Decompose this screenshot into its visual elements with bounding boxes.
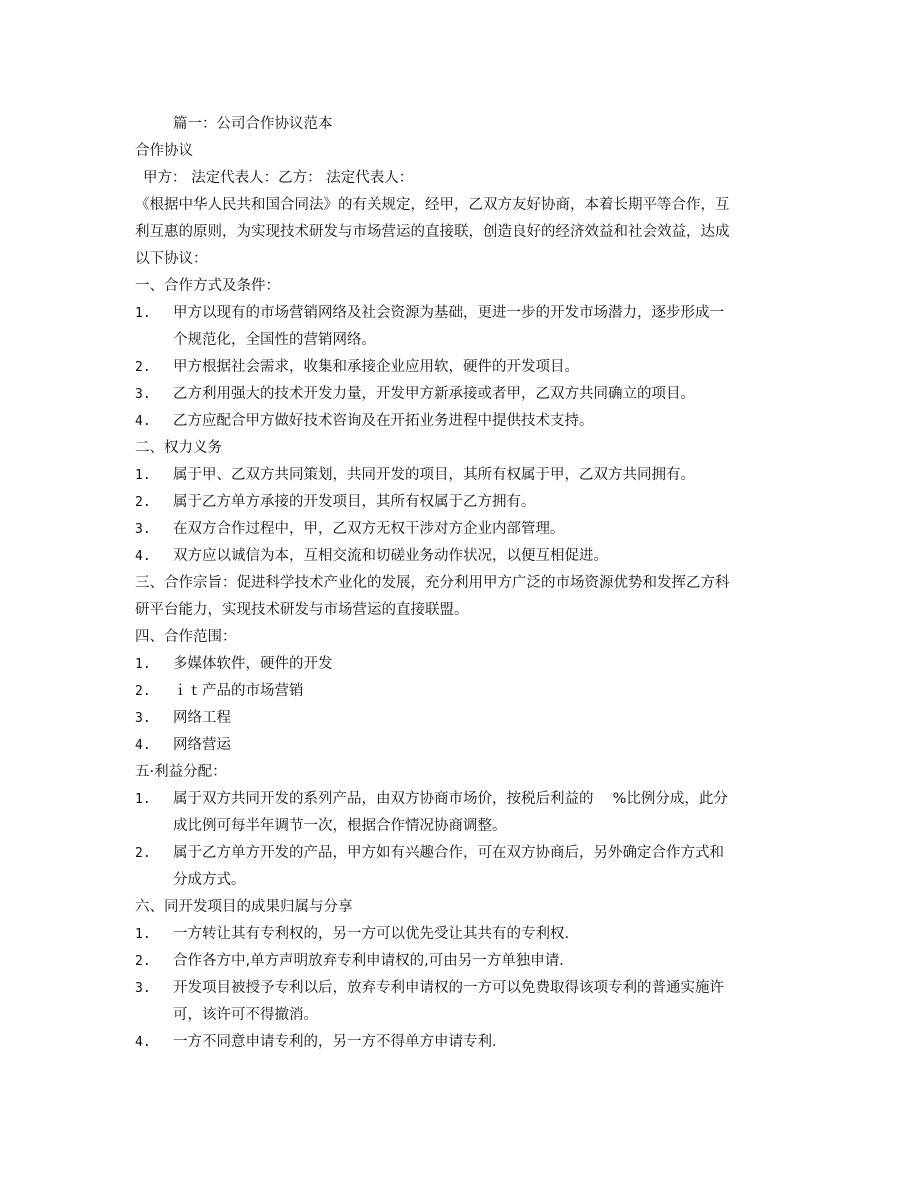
- doc-title: 篇一：公司合作协议范本: [173, 116, 333, 132]
- parties-line: 甲方： 法定代表人：乙方： 法定代表人：: [143, 170, 414, 186]
- list-number: 2.: [135, 954, 151, 969]
- list-text: 乙方利用强大的技术开发力量，开发甲方新承接或者甲，乙双方共同确立的项目。: [173, 386, 695, 402]
- list-number: 1.: [135, 306, 151, 321]
- section-text: 研平台能力，实现技术研发与市场营运的直接联盟。: [135, 602, 469, 618]
- list-item: [135, 462, 790, 489]
- list-item: [135, 1029, 790, 1056]
- list-number: 2.: [135, 360, 151, 375]
- list-item: [135, 921, 790, 948]
- list-text: 双方应以诚信为本，互相交流和切磋业务动作状况，以便互相促进。: [173, 548, 608, 564]
- list-number: 3.: [135, 522, 151, 537]
- list-number: 3.: [135, 387, 151, 402]
- intro-line: 《根据中华人民共和国合同法》的有关规定，经甲，乙双方友好协商，本着长期平等合作，互: [135, 197, 730, 213]
- list-number: 1.: [135, 657, 151, 672]
- list-number: 1.: [135, 468, 151, 483]
- list-item: [135, 489, 790, 516]
- section-heading: 六、同开发项目的成果归属与分享: [135, 899, 353, 915]
- list-item: [135, 543, 790, 570]
- list-item: [135, 975, 790, 1002]
- list-text: 甲方以现有的市场营销网络及社会资源为基础，更进一步的开发市场潜力，逐步形成一: [173, 305, 724, 321]
- list-text: 多媒体软件，硬件的开发: [173, 656, 333, 672]
- list-text: 网络工程: [173, 710, 231, 726]
- list-text: 网络营运: [173, 737, 231, 753]
- list-text: 属于双方共同开发的系列产品，由双方协商市场价，按税后利益的 %比例分成，此分: [173, 791, 728, 807]
- list-text-continued: 成比例可每半年调节一次，根据合作情况协商调整。: [173, 818, 507, 834]
- list-number: 4.: [135, 738, 151, 753]
- doc-subtitle: 合作协议: [135, 143, 193, 159]
- list-item: [135, 381, 790, 408]
- list-item: [135, 516, 790, 543]
- list-item: [135, 840, 790, 867]
- list-text: 开发项目被授予专利以后，放弃专利申请权的一方可以免费取得该项专利的普通实施许: [173, 980, 724, 996]
- list-text-continued: 分成方式。: [173, 872, 246, 888]
- list-number: 1.: [135, 792, 151, 807]
- list-number: 4.: [135, 1035, 151, 1050]
- list-number: 4.: [135, 414, 151, 429]
- list-text: 一方不同意申请专利的，另一方不得单方申请专利．: [173, 1034, 507, 1050]
- section-heading: 二、权力义务: [135, 440, 222, 456]
- list-text: 甲方根据社会需求，收集和承接企业应用软，硬件的开发项目。: [173, 359, 579, 375]
- list-text: ｉｔ产品的市场营销: [173, 683, 304, 699]
- section-heading: 四、合作范围：: [135, 629, 237, 645]
- list-text: 合作各方中,单方声明放弃专利申请权的,可由另一方单独申请．: [173, 953, 574, 969]
- section-heading: 三、合作宗旨：促进科学技术产业化的发展，充分利用甲方广泛的市场资源优势和发挥乙方科: [135, 575, 730, 591]
- list-item: [135, 300, 790, 327]
- list-text-continued: 可，该许可不得撤消。: [173, 1007, 318, 1023]
- list-text: 在双方合作过程中，甲，乙双方无权干涉对方企业内部管理。: [173, 521, 565, 537]
- intro-line: 利互惠的原则，为实现技术研发与市场营运的直接联，创造良好的经济效益和社会效益，达成: [135, 224, 730, 240]
- list-item: [135, 732, 790, 759]
- section-heading: 一、合作方式及条件：: [135, 278, 280, 294]
- list-number: 3.: [135, 711, 151, 726]
- list-item: [135, 786, 790, 813]
- list-text: 属于乙方单方开发的产品，甲方如有兴趣合作，可在双方协商后，另外确定合作方式和: [173, 845, 724, 861]
- list-text: 属于乙方单方承接的开发项目，其所有权属于乙方拥有。: [173, 494, 536, 510]
- list-number: 4.: [135, 549, 151, 564]
- section-heading: 五·利益分配：: [135, 764, 227, 780]
- list-item: [135, 948, 790, 975]
- document-body: [135, 111, 790, 1056]
- list-item: [135, 354, 790, 381]
- intro-line: 以下协议：: [135, 251, 208, 267]
- list-item: [135, 408, 790, 435]
- list-text: 一方转让其有专利权的，另一方可以优先受让其共有的专利权．: [173, 926, 579, 942]
- list-text-continued: 个规范化，全国性的营销网络。: [173, 332, 376, 348]
- list-item: [135, 705, 790, 732]
- list-number: 3.: [135, 981, 151, 996]
- list-item: [135, 678, 790, 705]
- list-number: 1.: [135, 927, 151, 942]
- list-number: 2.: [135, 684, 151, 699]
- list-item: [135, 651, 790, 678]
- list-text: 乙方应配合甲方做好技术咨询及在开拓业务进程中提供技术支持。: [173, 413, 594, 429]
- list-number: 2.: [135, 495, 151, 510]
- list-text: 属于甲、乙双方共同策划，共同开发的项目，其所有权属于甲，乙双方共同拥有。: [173, 467, 695, 483]
- list-number: 2.: [135, 846, 151, 861]
